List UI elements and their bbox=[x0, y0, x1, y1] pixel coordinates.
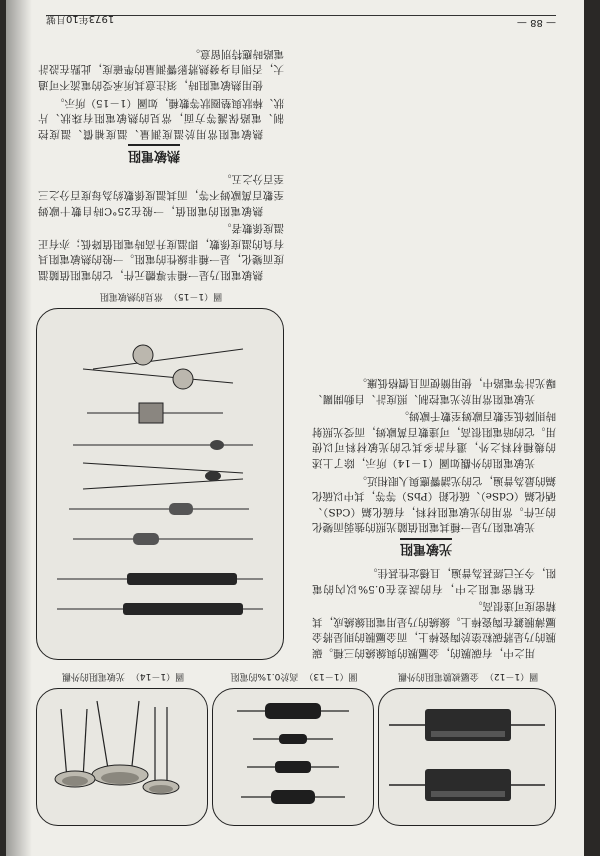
metal-film-resistor-illustration bbox=[379, 689, 555, 825]
figure-1-14-text: 光敏電阻的外觀 bbox=[61, 671, 125, 681]
photo-resistor-title: 光敏電阻 bbox=[399, 541, 452, 557]
paragraph: 在精密電阻之中，有的誤差在0.5%以內的電阻，今天已經甚為普遍，且穩定性甚佳。 bbox=[312, 567, 556, 595]
paragraph: 熱敏電阻的電阻值，一般在25°C時自數十歐姆至數百萬歐姆不等，而其溫度係數約為每度百分之三至百分之五。 bbox=[38, 173, 284, 217]
paragraph: 用之中，有碳膜的，金屬膜的與線繞的三種。碳膜的乃是將碳粒塗於陶瓷棒上，而金屬膜的則是將金屬薄膜鍍在陶瓷棒上。線繞的乃是用電阻線繞成，其精密度可達很高。 bbox=[312, 600, 556, 659]
figure-1-14-caption bbox=[38, 671, 208, 684]
figure-1-15-photo bbox=[36, 308, 284, 660]
right-text-column bbox=[38, 22, 284, 282]
issue-label: 1973年10月號 bbox=[46, 13, 115, 24]
thermistor-title: 熱敏電阻 bbox=[127, 147, 180, 163]
figure-1-12-caption bbox=[380, 671, 556, 684]
figure-1-12-text: 金屬被膜電阻的外觀 bbox=[397, 671, 479, 681]
figure-1-15-caption bbox=[38, 291, 284, 304]
paragraph: 熱敏電阻常用於溫度測量、溫度補償、溫度控制、電路保護等方面，常見的熱敏電阻有珠狀、片狀、棒狀與墊圈狀等數種，如圖（1－15）所示。 bbox=[38, 96, 284, 140]
figure-1-12-number: 圖（1－12） bbox=[484, 671, 539, 681]
figure-1-13-number: 圖（1－13） bbox=[304, 671, 358, 681]
figure-1-13-photo bbox=[212, 688, 374, 826]
paragraph: 光敏電阻的外觀如圖（1－14）所示，除了上述的幾種材料之外，還有許多其它的光敏材料可以使用。它的暗電阻很高，可達數百萬歐姆，而受光照射時則降低至數百歐姆至數千歐姆。 bbox=[312, 410, 556, 470]
photo-resistor-heading-wrap bbox=[312, 534, 556, 562]
book-page bbox=[6, 0, 584, 856]
paragraph: 光敏電阻乃是一種其電阻值隨光照的強弱而變化的元件。常用的光敏電阻材料，有硫化鎘（CdS）、硒化鎘（CdSe）、硫化鉛（PbS）等等，其中以硫化鎘的最為普遍，它的光譜響應與人眼相近。 bbox=[312, 474, 556, 534]
figure-1-14-photo bbox=[36, 688, 208, 826]
figure-1-13-text: 高於0.1%的電阻 bbox=[230, 671, 299, 681]
figure-1-12-photo bbox=[378, 688, 556, 826]
precision-resistor-illustration bbox=[213, 689, 373, 825]
thermistor-illustration bbox=[37, 309, 283, 659]
paragraph: 熱敏電阻乃是一種半導體元件，它的電阻值隨溫度而變化，是一種非線性的電阻。一般的熱敏電阻具有負的溫度係數，即溫度升高時電阻值降低；亦有正溫度係數者。 bbox=[38, 222, 284, 281]
thermistor-heading-wrap bbox=[38, 141, 284, 169]
paragraph: 使用熱敏電阻時，須注意其所承受的電流不可過大，否則自身發熱將影響測量的準確度，此點在設計電路時應特別留意。 bbox=[38, 47, 284, 92]
photo-resistor-illustration bbox=[37, 689, 207, 825]
left-text-column bbox=[312, 180, 556, 660]
figure-1-14-number: 圖（1－14） bbox=[130, 671, 185, 681]
figure-1-15-text: 常見的熱敏電阻 bbox=[99, 291, 163, 301]
page-number: — 88 — bbox=[516, 17, 556, 28]
paragraph: 光敏電阻常用於光電控制、照度計、自動開關、曝光計等電路中，使用簡便而且價格低廉。 bbox=[312, 377, 556, 405]
figure-1-15-number: 圖（1－15） bbox=[168, 291, 223, 301]
header-rule bbox=[46, 15, 556, 16]
figure-1-13-caption bbox=[214, 671, 374, 684]
